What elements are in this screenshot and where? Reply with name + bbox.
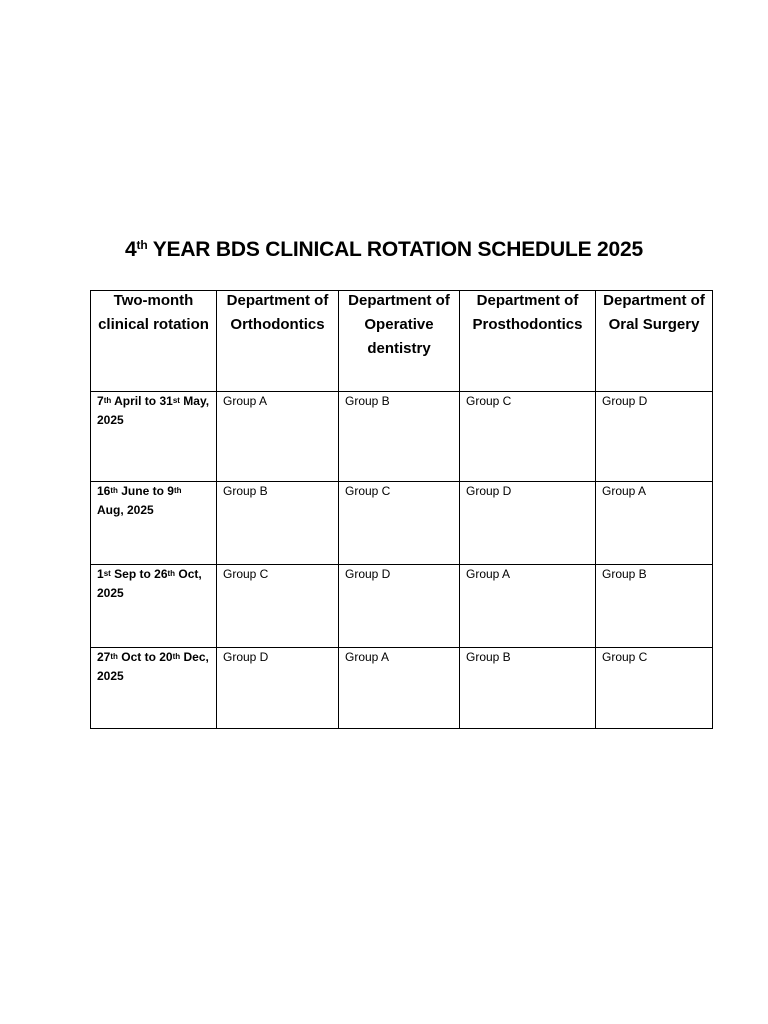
header-orthodontics: Department of Orthodontics	[217, 291, 339, 392]
title-ordinal-suffix: th	[136, 238, 148, 252]
group-cell: Group D	[596, 392, 713, 482]
group-cell: Group C	[339, 482, 460, 565]
rotation-period-cell: 1st Sep to 26th Oct, 2025	[91, 565, 217, 648]
rotation-period-cell: 27th Oct to 20th Dec, 2025	[91, 648, 217, 729]
header-rotation-period: Two-month clinical rotation	[91, 291, 217, 392]
group-cell: Group B	[339, 392, 460, 482]
title-text: YEAR BDS CLINICAL ROTATION SCHEDULE 2025	[147, 238, 643, 261]
group-cell: Group D	[217, 648, 339, 729]
group-cell: Group D	[339, 565, 460, 648]
group-cell: Group A	[460, 565, 596, 648]
rotation-period-cell: 16th June to 9th Aug, 2025	[91, 482, 217, 565]
group-cell: Group C	[460, 392, 596, 482]
group-cell: Group D	[460, 482, 596, 565]
group-cell: Group B	[460, 648, 596, 729]
group-cell: Group C	[217, 565, 339, 648]
group-cell: Group A	[596, 482, 713, 565]
group-cell: Group A	[217, 392, 339, 482]
header-oral-surgery: Department of Oral Surgery	[596, 291, 713, 392]
page-title	[0, 238, 768, 262]
header-prosthodontics: Department of Prosthodontics	[460, 291, 596, 392]
table-header-row	[91, 291, 713, 392]
group-cell: Group B	[217, 482, 339, 565]
table-row	[91, 392, 713, 482]
rotation-schedule-table	[90, 290, 713, 729]
group-cell: Group C	[596, 648, 713, 729]
table-row	[91, 482, 713, 565]
group-cell: Group B	[596, 565, 713, 648]
rotation-period-cell: 7th April to 31st May, 2025	[91, 392, 217, 482]
header-operative-dentistry: Department of Operative dentistry	[339, 291, 460, 392]
table-row	[91, 565, 713, 648]
group-cell: Group A	[339, 648, 460, 729]
title-ordinal-number: 4	[125, 238, 137, 261]
table-row	[91, 648, 713, 729]
